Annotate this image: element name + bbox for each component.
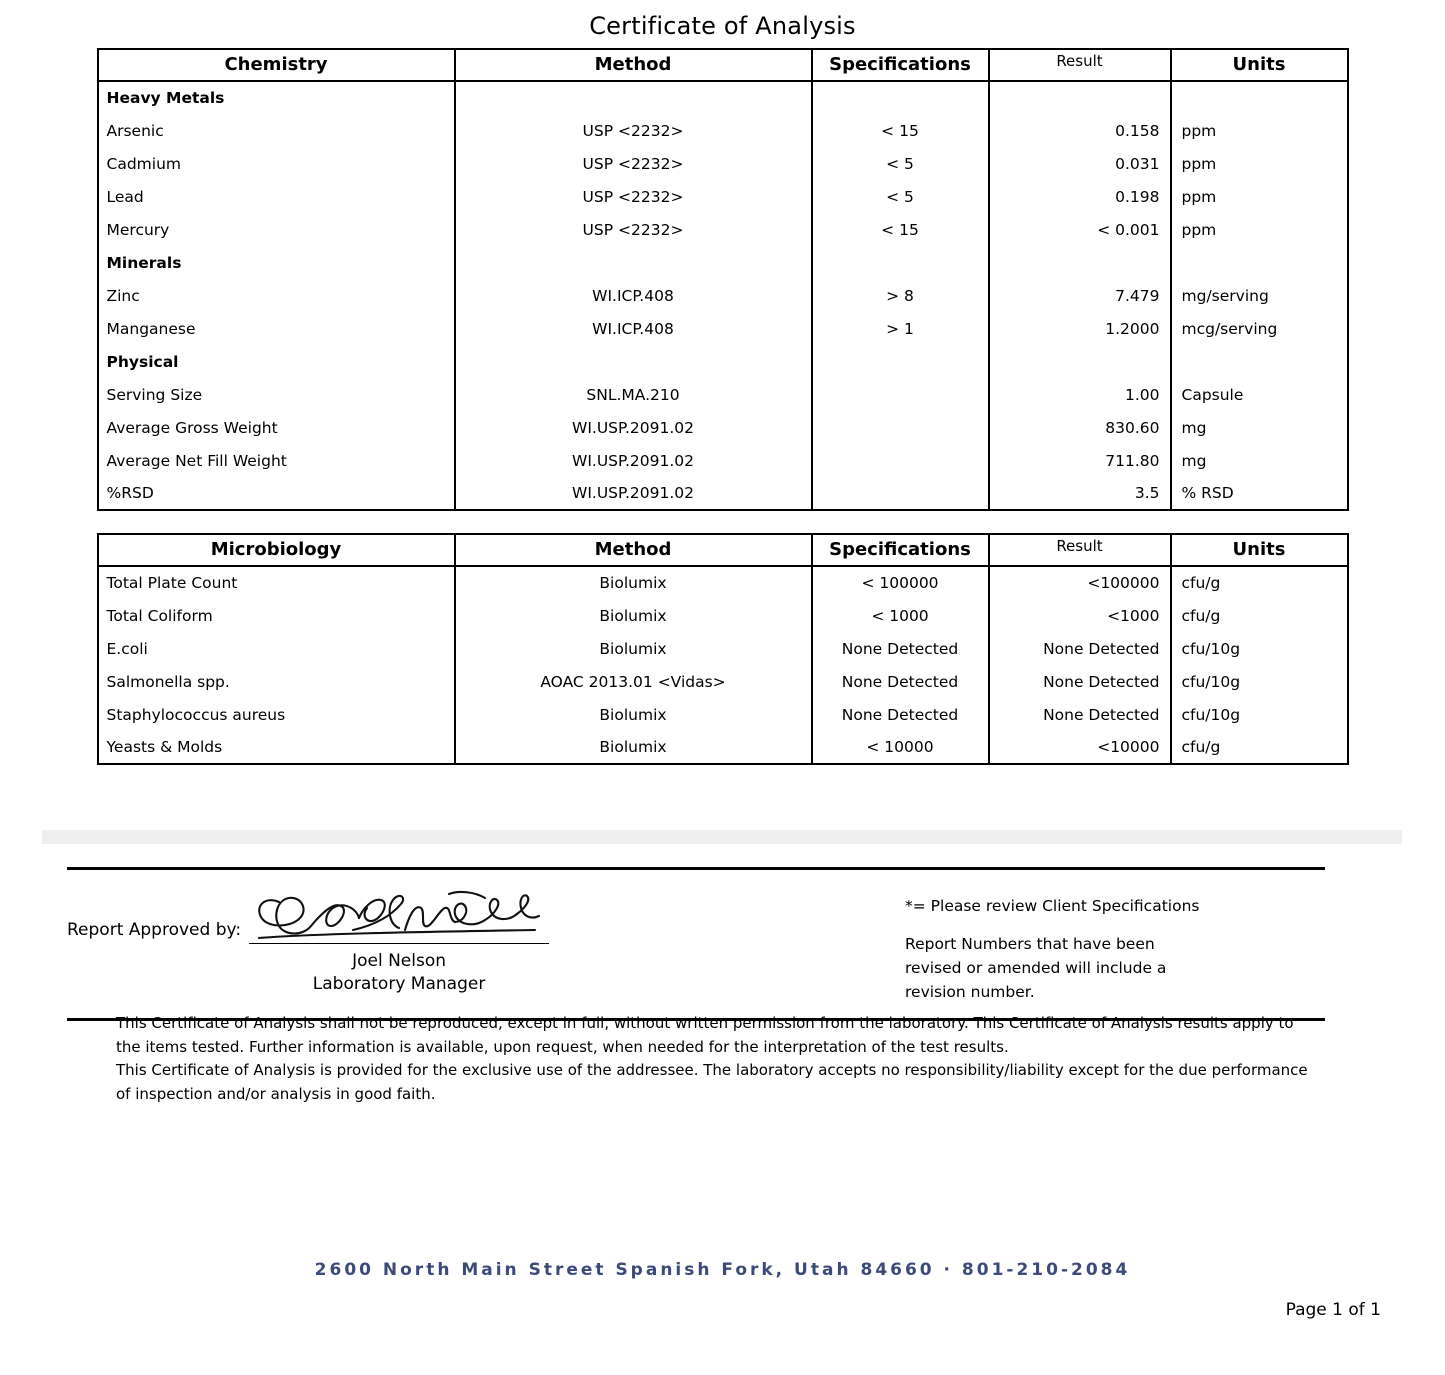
cell-method: USP <2232>	[455, 114, 812, 147]
column-header-specifications: Specifications	[812, 534, 989, 566]
client-spec-note: *= Please review Client Specifications	[905, 897, 1200, 915]
cell-units	[1171, 81, 1348, 114]
column-header-chemistry: Chemistry	[98, 49, 455, 81]
cell-specification: None Detected	[812, 665, 989, 698]
cell-units: ppm	[1181, 187, 1217, 206]
cell-method: USP <2232>	[455, 180, 812, 213]
cell-units: ppm	[1181, 220, 1217, 239]
signature-image	[249, 886, 549, 948]
table-row	[98, 147, 1348, 180]
cell-result: None Detected	[989, 632, 1171, 665]
cell-analyte: Heavy Metals	[98, 81, 455, 114]
revision-note-line-3: revision number.	[905, 983, 1035, 1002]
cell-specification: < 1000	[812, 599, 989, 632]
cell-method: Biolumix	[455, 599, 812, 632]
cell-units: mg	[1181, 451, 1207, 470]
cell-analyte: Zinc	[98, 279, 455, 312]
cell-specification	[812, 81, 989, 114]
cell-analyte: Yeasts & Molds	[98, 731, 455, 764]
table-row	[98, 665, 1348, 698]
table-row	[98, 566, 1348, 599]
cell-analyte: %RSD	[98, 477, 455, 510]
table-row	[98, 345, 1348, 378]
cell-method: Biolumix	[455, 566, 812, 599]
chemistry-table-body	[98, 81, 1348, 510]
cell-analyte: Mercury	[98, 213, 455, 246]
cell-result: 0.198	[989, 180, 1171, 213]
cell-analyte: Average Gross Weight	[98, 411, 455, 444]
footer-address: 2600 North Main Street Spanish Fork, Utah 84660 · 801-210-2084	[314, 1260, 1131, 1280]
cell-specification: > 1	[812, 312, 989, 345]
cell-method: WI.ICP.408	[455, 312, 812, 345]
cell-specification: < 15	[812, 213, 989, 246]
cell-units: cfu/g	[1181, 606, 1221, 625]
page-number: Page 1 of 1	[1285, 1300, 1381, 1320]
cell-analyte: Minerals	[98, 246, 455, 279]
cell-analyte: Serving Size	[98, 378, 455, 411]
cell-result	[989, 345, 1171, 378]
section-divider-bar	[42, 830, 1402, 844]
cell-specification: None Detected	[812, 698, 989, 731]
table-row	[98, 632, 1348, 665]
table-row	[98, 81, 1348, 114]
cell-analyte: Salmonella spp.	[98, 665, 455, 698]
cell-method: WI.USP.2091.02	[455, 477, 812, 510]
cell-units: mg/serving	[1181, 286, 1269, 305]
cell-specification: < 100000	[812, 566, 989, 599]
signatory-title: Laboratory Manager	[312, 973, 486, 994]
cell-analyte: Average Net Fill Weight	[98, 444, 455, 477]
signature-line	[249, 892, 549, 944]
table-row	[98, 599, 1348, 632]
cell-units: % RSD	[1181, 484, 1234, 502]
cell-units: cfu/10g	[1181, 639, 1241, 658]
cell-units	[1171, 345, 1348, 378]
cell-result: <10000	[989, 731, 1171, 764]
cell-result: 1.2000	[989, 312, 1171, 345]
cell-method: USP <2232>	[455, 213, 812, 246]
cell-method: SNL.MA.210	[455, 378, 812, 411]
disclaimer-paragraph-2: This Certificate of Analysis is provided for the exclusive use of the addressee. The laboratory accepts no responsibility/liability except for the due performance of inspection and/or analysis in good faith.	[116, 1061, 1308, 1104]
table-row	[98, 114, 1348, 147]
cell-units	[1171, 246, 1348, 279]
disclaimer-text	[116, 1012, 1316, 1107]
cell-analyte: Arsenic	[98, 114, 455, 147]
cell-result	[989, 246, 1171, 279]
cell-method: Biolumix	[455, 632, 812, 665]
microbiology-table-body	[98, 566, 1348, 764]
cell-method: WI.USP.2091.02	[455, 411, 812, 444]
cell-method: AOAC 2013.01 <Vidas>	[455, 665, 812, 698]
cell-units: cfu/g	[1181, 574, 1221, 592]
cell-specification: < 5	[812, 147, 989, 180]
table-row	[98, 213, 1348, 246]
approval-notes	[905, 892, 1325, 1004]
cell-analyte: Cadmium	[98, 147, 455, 180]
column-header-units: Units	[1171, 49, 1348, 81]
table-row	[98, 279, 1348, 312]
revision-note-line-2: revised or amended will include a	[905, 959, 1167, 978]
cell-specification: None Detected	[812, 632, 989, 665]
column-header-method: Method	[455, 534, 812, 566]
cell-analyte: Staphylococcus aureus	[98, 698, 455, 731]
column-header-units: Units	[1171, 534, 1348, 566]
cell-method: Biolumix	[455, 698, 812, 731]
approval-signature-group	[67, 892, 549, 996]
cell-specification: < 5	[812, 180, 989, 213]
cell-result: 7.479	[989, 279, 1171, 312]
table-header-row	[98, 534, 1348, 566]
cell-analyte: Lead	[98, 180, 455, 213]
certificate-page	[0, 12, 1445, 1375]
cell-method	[455, 246, 812, 279]
cell-units: cfu/g	[1181, 738, 1221, 756]
table-header-row	[98, 49, 1348, 81]
table-row	[98, 698, 1348, 731]
cell-result: < 0.001	[989, 213, 1171, 246]
column-header-result: Result	[989, 49, 1171, 81]
approval-label: Report Approved by:	[67, 920, 242, 940]
chemistry-results-table	[97, 48, 1349, 511]
table-row	[98, 378, 1348, 411]
cell-units: ppm	[1181, 121, 1217, 140]
cell-units: cfu/10g	[1181, 705, 1241, 724]
cell-units: Capsule	[1181, 385, 1244, 404]
cell-method: WI.ICP.408	[455, 279, 812, 312]
cell-result: 1.00	[989, 378, 1171, 411]
cell-analyte: Total Plate Count	[98, 566, 455, 599]
cell-method: USP <2232>	[455, 147, 812, 180]
table-row	[98, 444, 1348, 477]
cell-method	[455, 345, 812, 378]
cell-specification	[812, 477, 989, 510]
cell-analyte: Manganese	[98, 312, 455, 345]
cell-specification: > 8	[812, 279, 989, 312]
cell-result: 830.60	[989, 411, 1171, 444]
cell-result	[989, 81, 1171, 114]
cell-specification	[812, 411, 989, 444]
column-header-specifications: Specifications	[812, 49, 989, 81]
cell-result: <1000	[989, 599, 1171, 632]
cell-result: 711.80	[989, 444, 1171, 477]
page-title: Certificate of Analysis	[589, 12, 856, 40]
cell-result: 0.031	[989, 147, 1171, 180]
cell-method: Biolumix	[455, 731, 812, 764]
signatory-name: Joel Nelson	[352, 951, 447, 971]
cell-method: WI.USP.2091.02	[455, 444, 812, 477]
table-row	[98, 246, 1348, 279]
cell-specification	[812, 246, 989, 279]
cell-units: mcg/serving	[1181, 319, 1278, 338]
cell-result: 3.5	[989, 477, 1171, 510]
cell-specification: < 15	[812, 114, 989, 147]
cell-units: ppm	[1181, 154, 1217, 173]
revision-note-line-1: Report Numbers that have been	[905, 935, 1155, 954]
column-header-result: Result	[989, 534, 1171, 566]
cell-specification: < 10000	[812, 731, 989, 764]
table-row	[98, 731, 1348, 764]
cell-units: cfu/10g	[1181, 672, 1241, 691]
cell-units: mg	[1181, 418, 1207, 437]
table-row	[98, 477, 1348, 510]
cell-analyte: Physical	[98, 345, 455, 378]
cell-specification	[812, 444, 989, 477]
approval-block	[67, 867, 1325, 1021]
cell-result: None Detected	[989, 665, 1171, 698]
cell-analyte: E.coli	[98, 632, 455, 665]
cell-analyte: Total Coliform	[98, 599, 455, 632]
disclaimer-paragraph-1: This Certificate of Analysis shall not be reproduced, except in full, without written permission from the laboratory. This Certificate of Analysis results apply to the items tested. Further information is available, upon request, when needed for the interpretation of the test results.	[116, 1014, 1294, 1056]
table-row	[98, 180, 1348, 213]
column-header-microbiology: Microbiology	[98, 534, 455, 566]
cell-specification	[812, 378, 989, 411]
column-header-method: Method	[455, 49, 812, 81]
microbiology-results-table	[97, 533, 1349, 765]
table-row	[98, 411, 1348, 444]
table-row	[98, 312, 1348, 345]
cell-result: 0.158	[989, 114, 1171, 147]
cell-result: <100000	[989, 566, 1171, 599]
cell-method	[455, 81, 812, 114]
cell-result: None Detected	[989, 698, 1171, 731]
cell-specification	[812, 345, 989, 378]
